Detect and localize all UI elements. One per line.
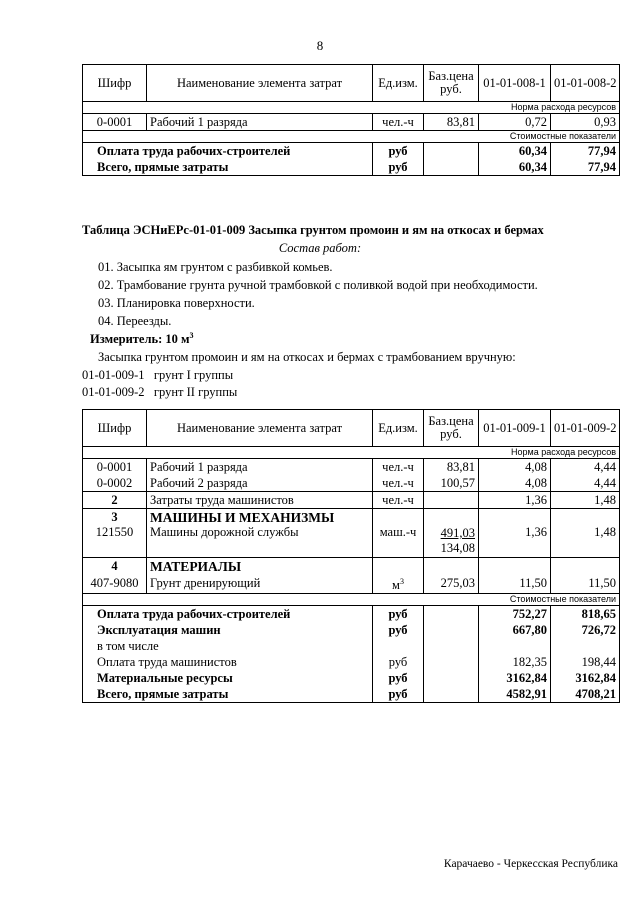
price-value-secondary: 134,08 xyxy=(440,541,475,555)
summary-unit: руб xyxy=(373,670,424,686)
cell-value-2: 11,50 xyxy=(551,574,620,594)
unit-text: м xyxy=(392,578,400,593)
work-composition-title: Состав работ: xyxy=(278,241,362,255)
band-cost: Стоимостные показатели xyxy=(83,131,620,143)
summary-value-2: 198,44 xyxy=(551,654,620,670)
col-header-code: Шифр xyxy=(83,410,147,447)
table-row xyxy=(83,459,620,476)
table-row xyxy=(83,509,620,526)
summary-value-2: 3162,84 xyxy=(551,670,620,686)
cell-value-1: 0,72 xyxy=(479,114,551,131)
summary-label: Эксплуатация машин xyxy=(83,622,373,638)
summary-unit: руб xyxy=(373,143,424,160)
cell-value-2: 4,44 xyxy=(551,475,620,492)
summary-unit: руб xyxy=(373,622,424,638)
cell-name: Машины дорожной службы xyxy=(147,525,373,558)
summary-empty xyxy=(424,638,479,654)
cell-unit: чел.-ч xyxy=(373,459,424,476)
table-header-row xyxy=(83,410,620,447)
table-row xyxy=(83,475,620,492)
cell-price: 83,81 xyxy=(424,114,479,131)
measure-label: Измеритель: 10 м xyxy=(90,332,190,347)
cell-code: 4 xyxy=(83,558,147,575)
col-header-norm-2: 01-01-008-2 xyxy=(551,65,620,102)
cell-name: Затраты труда машинистов xyxy=(147,492,373,509)
cell-name: Рабочий 1 разряда xyxy=(147,459,373,476)
cell-price: 100,57 xyxy=(424,475,479,492)
summary-value-2: 77,94 xyxy=(551,143,620,160)
page-footer: Карачаево - Черкесская Республика xyxy=(443,858,618,870)
cell-value-2: 1,48 xyxy=(551,525,620,558)
summary-value-2: 77,94 xyxy=(551,159,620,176)
cell-price xyxy=(424,525,479,558)
cell-value-1: 4,08 xyxy=(479,475,551,492)
summary-value-1 xyxy=(479,638,551,654)
cell-value-1: 4,08 xyxy=(479,459,551,476)
summary-label: Всего, прямые затраты xyxy=(83,159,373,176)
summary-row xyxy=(83,670,620,686)
cell-unit xyxy=(373,509,424,526)
summary-value-2: 4708,21 xyxy=(551,686,620,703)
summary-value-1: 3162,84 xyxy=(479,670,551,686)
cell-code: 121550 xyxy=(83,525,147,558)
summary-unit: руб xyxy=(373,606,424,623)
summary-label: Оплата труда машинистов xyxy=(83,654,373,670)
table-row xyxy=(83,574,620,594)
col-header-name: Наименование элемента затрат xyxy=(147,65,373,102)
summary-value-2: 818,65 xyxy=(551,606,620,623)
code: 01-01-009-1 xyxy=(82,368,145,382)
table-row xyxy=(83,114,620,131)
summary-value-1: 667,80 xyxy=(479,622,551,638)
summary-row xyxy=(83,638,620,654)
summary-row xyxy=(83,622,620,638)
summary-label: Оплата труда рабочих-строителей xyxy=(83,606,373,623)
resource-table-008 xyxy=(82,64,620,176)
cell-price xyxy=(424,509,479,526)
summary-row xyxy=(83,606,620,623)
col-header-code: Шифр xyxy=(83,65,147,102)
summary-empty xyxy=(424,622,479,638)
cell-unit: чел.-ч xyxy=(373,475,424,492)
cell-code: 0-0001 xyxy=(83,114,147,131)
cell-unit xyxy=(373,558,424,575)
cell-name: Рабочий 2 разряда xyxy=(147,475,373,492)
cell-unit: маш.-ч xyxy=(373,525,424,558)
cell-value-2: 4,44 xyxy=(551,459,620,476)
cell-value-1: 1,36 xyxy=(479,525,551,558)
cell-code: 3 xyxy=(83,509,147,526)
cell-unit: чел.-ч xyxy=(373,492,424,509)
band-cost: Стоимостные показатели xyxy=(83,594,620,606)
cell-price xyxy=(424,492,479,509)
cell-value-1 xyxy=(479,509,551,526)
cell-code: 0-0001 xyxy=(83,459,147,476)
table-row xyxy=(83,525,620,558)
resource-table-009 xyxy=(82,409,620,703)
page-number: 8 xyxy=(316,38,324,53)
summary-label: Всего, прямые затраты xyxy=(83,686,373,703)
work-item: 03. Планировка поверхности. xyxy=(98,296,255,310)
cell-price: 275,03 xyxy=(424,574,479,594)
cell-code: 2 xyxy=(83,492,147,509)
band-norm: Норма расхода ресурсов xyxy=(83,102,620,114)
cell-price xyxy=(424,558,479,575)
code-text: грунт II группы xyxy=(153,385,238,399)
summary-value-2: 726,72 xyxy=(551,622,620,638)
cell-price: 83,81 xyxy=(424,459,479,476)
code-line xyxy=(82,368,233,383)
cell-name: Грунт дренирующий xyxy=(147,574,373,594)
band-norm: Норма расхода ресурсов xyxy=(83,447,620,459)
code-text: грунт I группы xyxy=(153,368,234,382)
col-header-norm-2: 01-01-009-2 xyxy=(551,410,620,447)
work-item: 04. Переезды. xyxy=(98,314,172,328)
col-header-unit: Ед.изм. xyxy=(373,410,424,447)
cell-value-1: 1,36 xyxy=(479,492,551,509)
unit-sup: 3 xyxy=(399,577,404,586)
cell-code: 0-0002 xyxy=(83,475,147,492)
table-row xyxy=(83,492,620,509)
summary-row xyxy=(83,143,620,160)
summary-unit: руб xyxy=(373,159,424,176)
summary-value-2 xyxy=(551,638,620,654)
col-header-price: Баз.цена руб. xyxy=(424,410,479,447)
price-value: 491,03 xyxy=(440,526,475,540)
summary-value-1: 60,34 xyxy=(479,143,551,160)
summary-empty xyxy=(424,143,479,160)
summary-unit: руб xyxy=(373,654,424,670)
summary-empty xyxy=(424,654,479,670)
code-line xyxy=(82,385,237,400)
cell-unit: чел.-ч xyxy=(373,114,424,131)
summary-row xyxy=(83,654,620,670)
summary-unit: руб xyxy=(373,686,424,703)
work-item: 01. Засыпка ям грунтом с разбивкой комьев. xyxy=(98,260,333,274)
summary-value-1: 182,35 xyxy=(479,654,551,670)
cell-value-2 xyxy=(551,558,620,575)
cell-name: МАШИНЫ И МЕХАНИЗМЫ xyxy=(147,509,373,526)
table-header-row xyxy=(83,65,620,102)
summary-empty xyxy=(424,670,479,686)
cell-value-1: 11,50 xyxy=(479,574,551,594)
cell-unit xyxy=(373,574,424,594)
cell-value-2: 0,93 xyxy=(551,114,620,131)
cell-code: 407-9080 xyxy=(83,574,147,594)
description: Засыпка грунтом промоин и ям на откосах и бермах с трамбованием вручную: xyxy=(98,350,516,364)
table-heading: Таблица ЭСНиЕРс-01-01-009 Засыпка грунтом промоин и ям на откосах и бермах xyxy=(82,223,544,237)
col-header-price: Баз.цена руб. xyxy=(424,65,479,102)
cell-name: МАТЕРИАЛЫ xyxy=(147,558,373,575)
summary-value-1: 60,34 xyxy=(479,159,551,176)
cell-value-2: 1,48 xyxy=(551,492,620,509)
summary-row xyxy=(83,686,620,703)
summary-value-1: 752,27 xyxy=(479,606,551,623)
cell-value-2 xyxy=(551,509,620,526)
summary-label: Оплата труда рабочих-строителей xyxy=(83,143,373,160)
summary-row xyxy=(83,159,620,176)
summary-label: в том числе xyxy=(83,638,373,654)
summary-empty xyxy=(424,159,479,176)
col-header-norm-1: 01-01-009-1 xyxy=(479,410,551,447)
summary-empty xyxy=(424,606,479,623)
table-row xyxy=(83,558,620,575)
work-item: 02. Трамбование грунта ручной трамбовкой с поливкой водой при необходимости. xyxy=(98,278,538,292)
col-header-norm-1: 01-01-008-1 xyxy=(479,65,551,102)
cell-value-1 xyxy=(479,558,551,575)
code: 01-01-009-2 xyxy=(82,385,145,399)
summary-empty xyxy=(424,686,479,703)
summary-value-1: 4582,91 xyxy=(479,686,551,703)
summary-unit xyxy=(373,638,424,654)
cell-name: Рабочий 1 разряда xyxy=(147,114,373,131)
measure-sup: 3 xyxy=(189,331,194,340)
summary-label: Материальные ресурсы xyxy=(83,670,373,686)
col-header-unit: Ед.изм. xyxy=(373,65,424,102)
measure-unit xyxy=(90,331,194,347)
col-header-name: Наименование элемента затрат xyxy=(147,410,373,447)
